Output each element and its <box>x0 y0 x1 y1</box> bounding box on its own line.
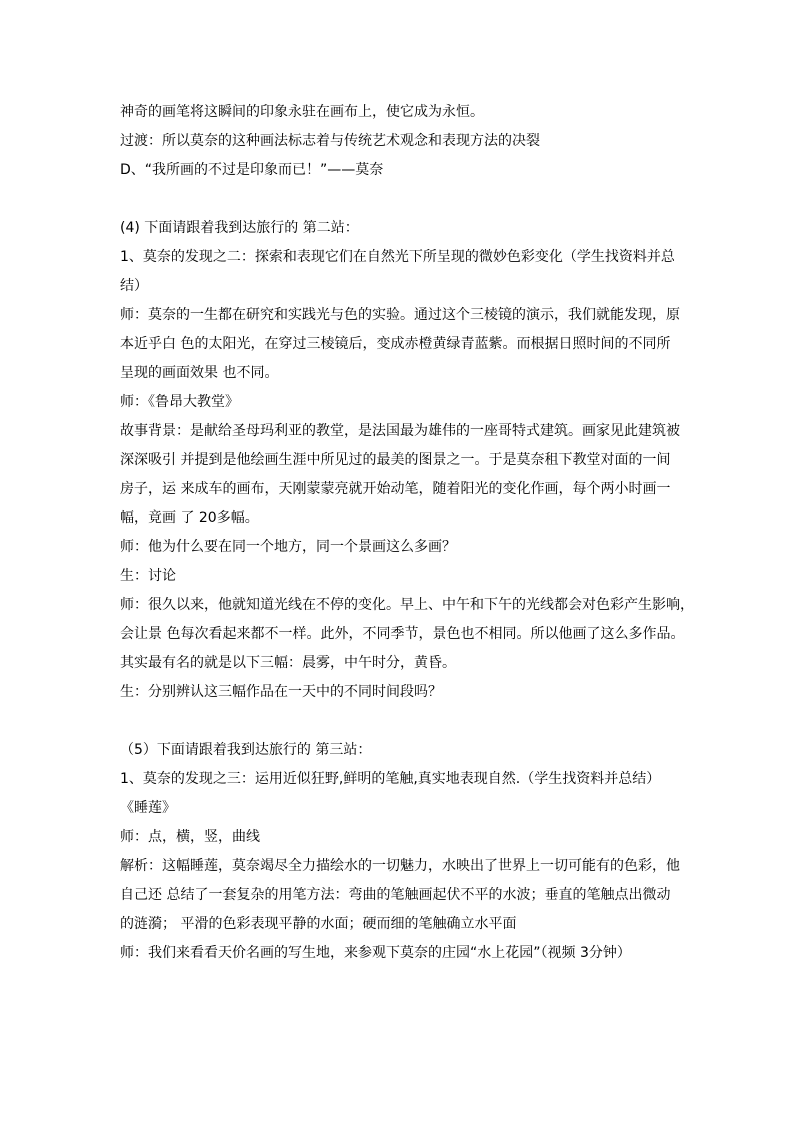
text-line: 《睡莲》 <box>120 800 176 816</box>
text-line: 深深吸引 并提到是他绘画生涯中所见过的最美的图景之一。于是莫奈租下教堂对面的一间 <box>120 452 671 468</box>
blank-line <box>120 707 680 736</box>
text-line: 幅，竟画 了 20多幅。 <box>120 510 259 526</box>
text-line: 1、莫奈的发现之二：探索和表现它们在自然光下所呈现的微妙色彩变化（学生找资料并总 <box>120 249 675 265</box>
text-line: 结） <box>120 278 148 294</box>
text-line: 其实最有名的就是以下三幅：晨雾，中午时分，黄昏。 <box>120 655 456 671</box>
text-line: 生：讨论 <box>120 568 176 584</box>
blank-line <box>120 185 680 214</box>
text-line: 自己还 总结了一套复杂的用笔方法：弯曲的笔触画起伏不平的水波；垂直的笔触点出微动 <box>120 887 671 903</box>
text-line: 生：分别辨认这三幅作品在一天中的不同时间段吗？ <box>120 684 442 700</box>
text-line: D、“我所画的不过是印象而已！”——莫奈 <box>120 162 384 178</box>
text-line: 解析：这幅睡莲，莫奈竭尽全力描绘水的一切魅力，水映出了世界上一切可能有的色彩，他 <box>120 858 680 874</box>
text-line: 故事背景：是献给圣母玛利亚的教堂，是法国最为雄伟的一座哥特式建筑。画家见此建筑被 <box>120 423 680 439</box>
text-line: 师：我们来看看天价名画的写生地，来参观下莫奈的庄园“水上花园”（视频 3分钟） <box>120 945 631 961</box>
text-line: 师：他为什么要在同一个地方，同一个景画这么多画？ <box>120 539 456 555</box>
section-heading: (4) 下面请跟着我到达旅行的 第二站： <box>120 220 359 236</box>
text-line: 师：点，横，竖，曲线 <box>120 829 260 845</box>
text-line: 的涟漪； 平滑的色彩表现平静的水面；硬而细的笔触确立水平面 <box>120 916 517 932</box>
text-line: 神奇的画笔将这瞬间的印象永驻在画布上，使它成为永恒。 <box>120 104 484 120</box>
document-body <box>120 98 694 968</box>
text-line: 会让景 色每次看起来都不一样。此外，不同季节，景色也不相同。所以他画了这么多作品。 <box>120 626 685 642</box>
text-line: 呈现的画面效果 也不同。 <box>120 365 279 381</box>
text-line: 师：《鲁昂大教堂》 <box>120 394 239 410</box>
text-line: 师：很久以来，他就知道光线在不停的变化。早上、中午和下午的光线都会对色彩产生影响， <box>120 597 694 613</box>
text-line: 过渡：所以莫奈的这种画法标志着与传统艺术观念和表现方法的决裂 <box>120 133 540 149</box>
section-heading: （5）下面请跟着我到达旅行的 第三站： <box>120 742 372 758</box>
text-line: 师：莫奈的一生都在研究和实践光与色的实验。通过这个三棱镜的演示，我们就能发现，原 <box>120 307 680 323</box>
text-line: 房子，运 来成车的画布，天刚蒙蒙亮就开始动笔，随着阳光的变化作画，每个两小时画一 <box>120 481 671 497</box>
text-line: 1、莫奈的发现之三：运用近似狂野,鲜明的笔触,真实地表现自然.（学生找资料并总结） <box>120 771 661 787</box>
text-line: 本近乎白 色的太阳光，在穿过三棱镜后，变成赤橙黄绿青蓝紫。而根据日照时间的不同所 <box>120 336 671 352</box>
